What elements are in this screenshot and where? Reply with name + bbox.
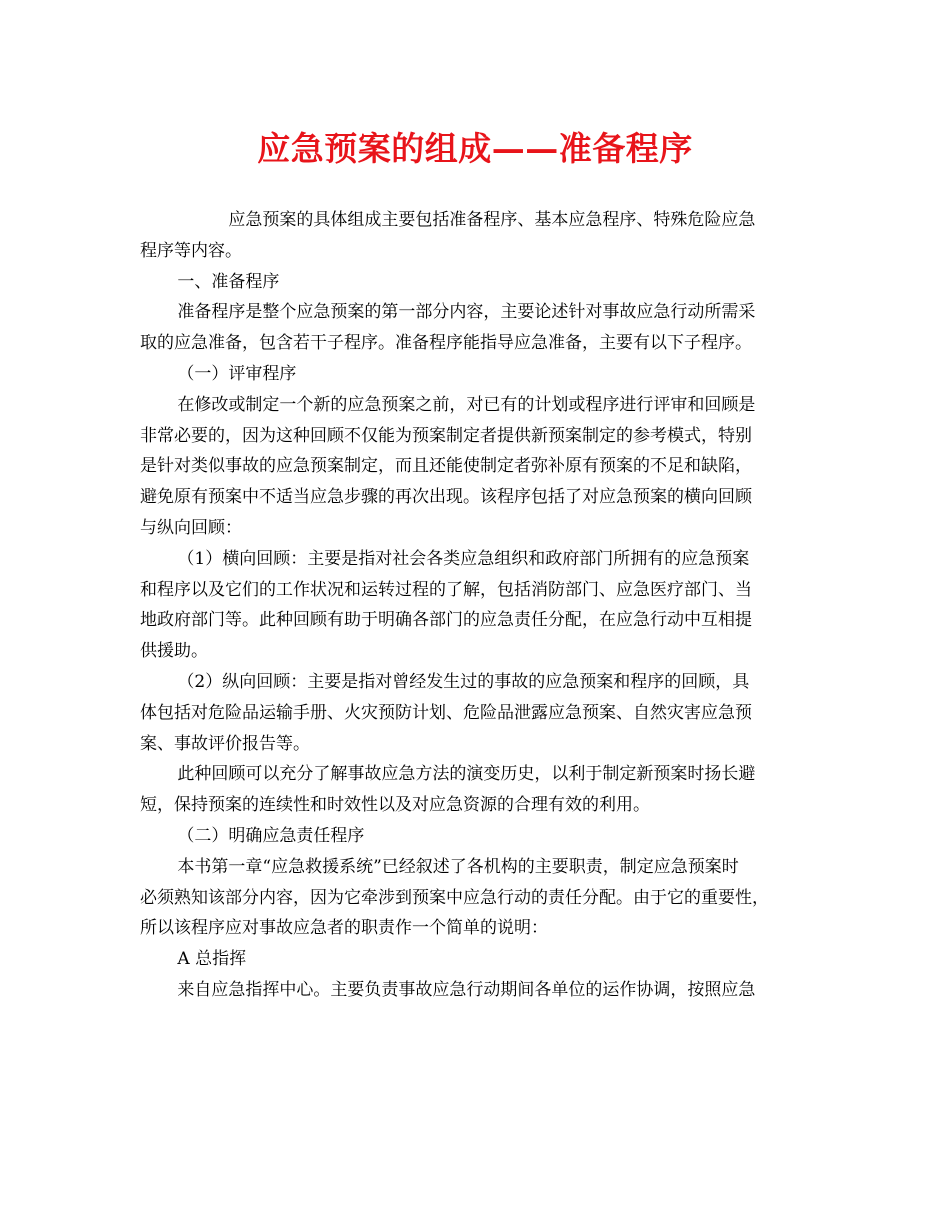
paragraph-line: 必须熟知该部分内容，因为它牵涉到预案中应急行动的责任分配。由于它的重要性， (140, 887, 769, 908)
paragraph-line: 应急预案的具体组成主要包括准备程序、基本应急程序、特殊危险应急 (228, 210, 756, 230)
paragraph-line: 和程序以及它们的工作状况和运转过程的了解，包括消防部门、应急医疗部门、当 (140, 579, 752, 600)
document-body (140, 205, 812, 1006)
paragraph-line: 与纵向回顾： (140, 517, 242, 538)
paragraph-line: 程序等内容。 (140, 240, 242, 261)
paragraph-line: （1）横向回顾：主要是指对社会各类应急组织和政府部门所拥有的应急预案 (177, 548, 750, 569)
paragraph-line: 供援助。 (140, 641, 208, 662)
paragraph-line: 短，保持预案的连续性和时效性以及对应急资源的合理有效的利用。 (140, 795, 650, 816)
paragraph-line: 来自应急指挥中心。主要负责事故应急行动期间各单位的运作协调，按照应急 (177, 979, 756, 1000)
document-title: 应急预案的组成——准备程序 (257, 129, 693, 168)
paragraph-line: 非常必要的，因为这种回顾不仅能为预案制定者提供新预案制定的参考模式，特别 (140, 425, 752, 446)
paragraph-line: 是针对类似事故的应急预案制定，而且还能使制定者弥补原有预案的不足和缺陷， (140, 456, 752, 477)
paragraph-line: 本书第一章“应急救援系统”已经叙述了各机构的主要职责，制定应急预案时 (177, 856, 739, 877)
paragraph-line: 准备程序是整个应急预案的第一部分内容，主要论述针对事故应急行动所需采 (177, 302, 756, 323)
paragraph-line: （2）纵向回顾：主要是指对曾经发生过的事故的应急预案和程序的回顾，具 (177, 671, 750, 692)
section-heading: 一、准备程序 (177, 271, 280, 292)
paragraph-line: 所以该程序应对事故应急者的职责作一个简单的说明： (140, 918, 548, 939)
section-heading: （二）明确应急责任程序 (177, 825, 365, 846)
paragraph-line: 此种回顾可以充分了解事故应急方法的演变历史，以利于制定新预案时扬长避 (177, 764, 756, 785)
paragraph-line: 地政府部门等。此种回顾有助于明确各部门的应急责任分配，在应急行动中互相提 (140, 610, 752, 631)
paragraph-line: 体包括对危险品运输手册、火灾预防计划、危险品泄露应急预案、自然灾害应急预 (140, 702, 752, 723)
section-heading: A 总指挥 (177, 949, 247, 970)
section-heading: （一）评审程序 (177, 363, 297, 384)
paragraph-line: 避免原有预案中不适当应急步骤的再次出现。该程序包括了对应急预案的横向回顾 (140, 487, 752, 508)
paragraph-line: 在修改或制定一个新的应急预案之前，对已有的计划或程序进行评审和回顾是 (177, 394, 756, 415)
paragraph-line: 案、事故评价报告等。 (140, 733, 310, 754)
paragraph-line: 取的应急准备，包含若干子程序。准备程序能指导应急准备，主要有以下子程序。 (140, 333, 752, 354)
